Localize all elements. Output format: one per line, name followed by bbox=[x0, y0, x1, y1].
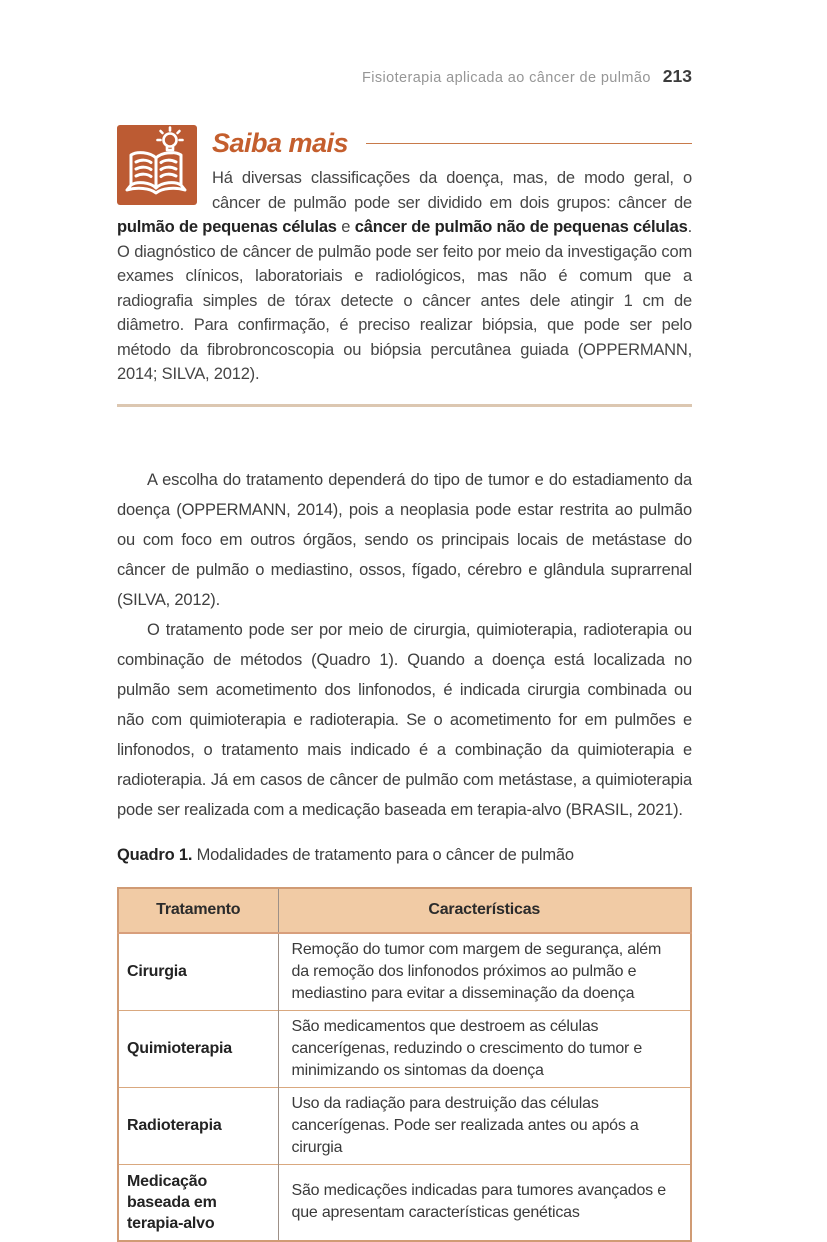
title-rule bbox=[366, 143, 692, 144]
table-row bbox=[118, 1010, 691, 1087]
table-row bbox=[118, 1087, 691, 1164]
paragraph-treatment-methods: O tratamento pode ser por meio de cirurgia, quimioterapia, radioterapia ou combinação de métodos (Quadro 1). Quando a doença está localizada no pulmão sem acometimento dos linfonodos, é indicada cirurgia combinada ou não com quimioterapia e radioterapia. Se o acometimento for em pulmões e linfonodos, o tratamento mais indicado é a combinação da quimioterapia e radioterapia. Já em casos de câncer de pulmão com metástase, a quimioterapia pode ser realizada com a medicação baseada em terapia-alvo (BRASIL, 2021). bbox=[117, 620, 692, 819]
cell-characteristics: São medicamentos que destroem as células cancerígenas, reduzindo o crescimento do tumor e minimizando os sintomas da doença bbox=[278, 1010, 691, 1087]
saiba-text-bold-run: câncer de pulmão não de pequenas células bbox=[354, 218, 688, 236]
saiba-mais-box bbox=[117, 125, 692, 407]
header-cell-treatment: Tratamento bbox=[118, 888, 278, 933]
saiba-mais-text bbox=[117, 166, 692, 387]
cell-treatment: Quimioterapia bbox=[118, 1010, 278, 1087]
saiba-mais-title: Saiba mais bbox=[212, 127, 349, 158]
page-number: 213 bbox=[662, 66, 692, 86]
saiba-text-run: e bbox=[336, 218, 355, 236]
running-head-row bbox=[117, 0, 692, 87]
saiba-text-run: Há diversas classificações da doença, mas, de modo geral, o câncer de pulmão pode ser dividido em dois grupos: câncer de bbox=[212, 169, 692, 212]
page-content bbox=[117, 0, 692, 1242]
table-header-row bbox=[118, 888, 691, 933]
cell-treatment: Medicação baseada em terapia-alvo bbox=[118, 1164, 278, 1241]
body-text bbox=[117, 465, 692, 825]
cell-characteristics: Remoção do tumor com margem de segurança, além da remoção dos linfonodos próximos ao pulmão e mediastino para evitar a disseminação da doença bbox=[278, 933, 691, 1011]
table-body bbox=[118, 933, 691, 1241]
header-cell-characteristics: Características bbox=[278, 888, 691, 933]
table-caption-text: Modalidades de tratamento para o câncer de pulmão bbox=[192, 845, 574, 864]
saiba-text-bold-run: pulmão de pequenas células bbox=[117, 218, 337, 236]
table-caption-label: Quadro 1. bbox=[117, 845, 193, 864]
cell-treatment: Cirurgia bbox=[127, 963, 187, 980]
running-head-title: Fisioterapia aplicada ao câncer de pulmão bbox=[361, 70, 651, 86]
saiba-mais-title-row bbox=[212, 125, 692, 161]
cell-treatment: Radioterapia bbox=[118, 1087, 278, 1164]
paragraph-treatment-choice: A escolha do tratamento dependerá do tipo de tumor e do estadiamento da doença (OPPERMANN, 2014), pois a neoplasia pode estar restrita ao pulmão ou com foco em outros órgãos, sendo os principais locais de metástase do câncer de pulmão o mediastino, ossos, fígado, cérebro e glândula suprarrenal (SILVA, 2012). bbox=[117, 470, 692, 609]
cell-characteristics: Uso da radiação para destruição das células cancerígenas. Pode ser realizada antes ou após a cirurgia bbox=[278, 1087, 691, 1164]
saiba-text-run: . O diagnóstico de câncer de pulmão pode ser feito por meio da investigação com exames clínicos, laboratoriais e radiológicos, mas não é comum que a radiografia simples de tórax detecte o câncer antes dele atingir 1 cm de diâmetro. Para confirmação, é preciso realizar biópsia, que pode ser pelo método da fibrobroncoscopia ou biópsia percutânea guiada (OPPERMANN, 2014; SILVA, 2012). bbox=[117, 218, 692, 383]
open-book-lightbulb-icon bbox=[117, 125, 197, 205]
table-row bbox=[118, 1164, 691, 1241]
cell-characteristics: São medicações indicadas para tumores avançados e que apresentam características genéticas bbox=[278, 1164, 691, 1241]
table-row bbox=[118, 933, 691, 1011]
treatment-modalities-table bbox=[117, 887, 692, 1242]
table-caption bbox=[117, 843, 692, 867]
table-header bbox=[118, 888, 691, 933]
